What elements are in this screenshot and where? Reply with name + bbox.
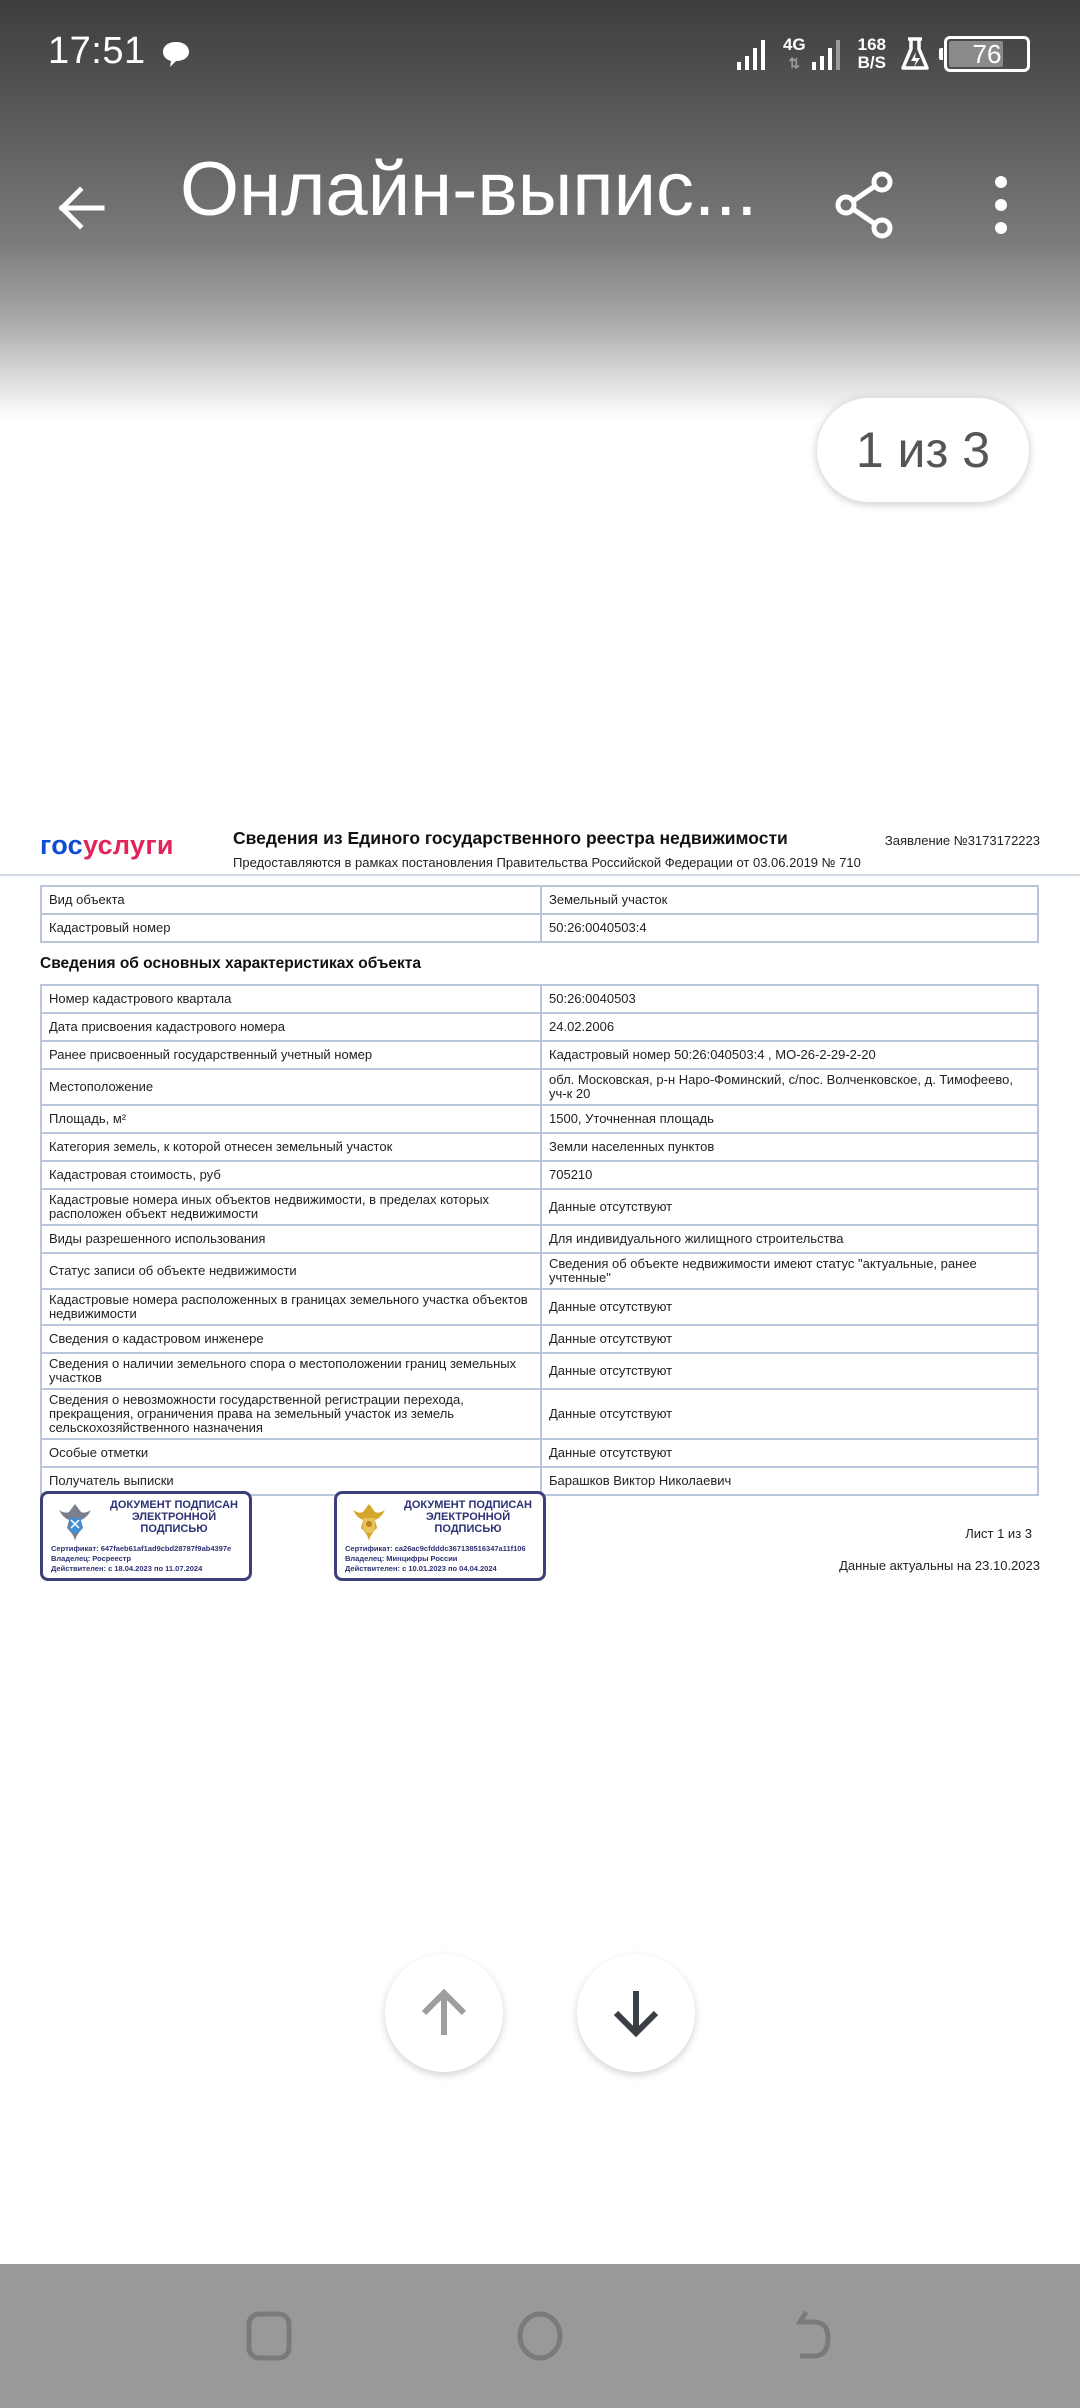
row-key: Категория земель, к которой отнесен земельный участок: [41, 1133, 541, 1161]
row-value: Для индивидуального жилищного строительства: [541, 1225, 1038, 1253]
row-key: Сведения о невозможности государственной регистрации перехода, прекращения, ограничения права на земельный участок из земель сельскохозяйственного назначения: [41, 1389, 541, 1439]
table-row: [41, 1353, 1038, 1389]
row-value: 50:26:0040503:4: [541, 914, 1038, 942]
signal-icon: [735, 36, 769, 72]
actual-date: Данные актуальны на 23.10.2023: [839, 1558, 1040, 1573]
document-page: [0, 820, 1080, 1573]
coat-of-arms-icon: [349, 1500, 389, 1544]
section-title: Сведения об основных характеристиках объекта: [40, 955, 422, 972]
row-key: Ранее присвоенный государственный учетный номер: [41, 1041, 541, 1069]
more-vertical-icon[interactable]: [978, 170, 1024, 240]
characteristics-table: [40, 984, 1039, 1496]
rosreestr-emblem-icon: [55, 1500, 95, 1544]
previous-page-button[interactable]: [385, 1954, 503, 2072]
stamp-valid: Действителен: с 18.04.2023 по 11.07.2024: [51, 1564, 203, 1573]
next-page-button[interactable]: [577, 1954, 695, 2072]
row-key: Местоположение: [41, 1069, 541, 1105]
gosuslugi-logo: госуслуги: [40, 830, 174, 860]
row-key: Сведения о наличии земельного спора о местоположении границ земельных участков: [41, 1353, 541, 1389]
row-value: Земельный участок: [541, 886, 1038, 914]
table-row: [41, 1133, 1038, 1161]
document-header: [0, 820, 1080, 875]
table-row: [41, 1105, 1038, 1133]
row-key: Получатель выписки: [41, 1467, 541, 1495]
row-value: 705210: [541, 1161, 1038, 1189]
table-row: [41, 985, 1038, 1013]
row-value: Данные отсутствуют: [541, 1353, 1038, 1389]
row-key: Вид объекта: [41, 886, 541, 914]
table-row: [41, 1013, 1038, 1041]
table-row: [41, 886, 1038, 914]
sheet-number: Лист 1 из 3: [965, 1526, 1032, 1541]
row-key: Кадастровые номера расположенных в границах земельного участка объектов недвижимости: [41, 1289, 541, 1325]
stamp-certificate: Сертификат: 647faeb61af1ad9cbd28787f9ab4397e: [51, 1544, 232, 1553]
row-value: 50:26:0040503: [541, 985, 1038, 1013]
table-row: [41, 1161, 1038, 1189]
stamp-owner: Владелец: Росреестр: [51, 1554, 132, 1563]
status-time: 17:51: [48, 30, 146, 72]
signal-4g-icon: 4G ⇅: [782, 35, 806, 71]
table-row: [41, 1069, 1038, 1105]
row-key: Сведения о кадастровом инженере: [41, 1325, 541, 1353]
signal-2-icon: [810, 36, 844, 72]
stamp-certificate: Сертификат: ca26ac9cfdddc367138516347a11f106: [345, 1544, 526, 1553]
message-icon: [160, 38, 192, 70]
app-bar: [0, 140, 1080, 270]
document-title: Сведения из Единого государственного реестра недвижимости: [233, 828, 788, 848]
share-icon[interactable]: [832, 170, 898, 240]
table-row: [41, 1225, 1038, 1253]
status-bar: [0, 0, 1080, 110]
row-key: Особые отметки: [41, 1439, 541, 1467]
row-value: Данные отсутствуют: [541, 1389, 1038, 1439]
table-row: [41, 1253, 1038, 1289]
page-indicator: 1 из 3: [816, 397, 1030, 503]
row-value: 1500, Уточненная площадь: [541, 1105, 1038, 1133]
object-table: [40, 885, 1039, 943]
signature-stamp: ДОКУМЕНТ ПОДПИСАН ЭЛЕКТРОННОЙ ПОДПИСЬЮ Сертификат: ca26ac9cfdddc367138516347a11f106 Владелец: Минцифры России Действителен: с 10.01.2023 по 04.04.2024: [334, 1491, 546, 1581]
back-icon[interactable]: [780, 2304, 844, 2368]
row-value: Кадастровый номер 50:26:040503:4 , МО-26-2-29-2-20: [541, 1041, 1038, 1069]
table-row: [41, 1389, 1038, 1439]
table-row: [41, 1289, 1038, 1325]
network-speed: 168 B/S: [857, 35, 886, 72]
row-value: Земли населенных пунктов: [541, 1133, 1038, 1161]
row-value: Данные отсутствуют: [541, 1289, 1038, 1325]
status-icons: [735, 32, 1030, 76]
arrow-up-icon: [414, 1983, 474, 2043]
stamp-valid: Действителен: с 10.01.2023 по 04.04.2024: [345, 1564, 497, 1573]
table-row: [41, 1189, 1038, 1225]
stamp-owner: Владелец: Минцифры России: [345, 1554, 458, 1563]
row-value: 24.02.2006: [541, 1013, 1038, 1041]
home-icon[interactable]: [508, 2304, 572, 2368]
row-key: Площадь, м²: [41, 1105, 541, 1133]
row-key: Дата присвоения кадастрового номера: [41, 1013, 541, 1041]
battery-icon: 76: [944, 36, 1030, 72]
table-row: [41, 1325, 1038, 1353]
row-value: обл. Московская, р-н Наро-Фоминский, с/пос. Волченковское, д. Тимофеево, уч-к 20: [541, 1069, 1038, 1105]
row-value: Данные отсутствуют: [541, 1439, 1038, 1467]
header-divider: [0, 874, 1080, 876]
row-value: Барашков Виктор Николаевич: [541, 1467, 1038, 1495]
arrow-left-icon[interactable]: [52, 178, 112, 238]
row-key: Статус записи об объекте недвижимости: [41, 1253, 541, 1289]
table-row: [41, 914, 1038, 942]
page-title: Онлайн-выпис...: [180, 147, 758, 232]
row-value: Сведения об объекте недвижимости имеют статус "актуальные, ранее учтенные": [541, 1253, 1038, 1289]
battery-saver-icon: [900, 36, 930, 72]
table-row: [41, 1439, 1038, 1467]
row-value: Данные отсутствуют: [541, 1325, 1038, 1353]
row-value: Данные отсутствуют: [541, 1189, 1038, 1225]
table-row: [41, 1041, 1038, 1069]
row-key: Кадастровый номер: [41, 914, 541, 942]
recents-icon[interactable]: [237, 2304, 301, 2368]
row-key: Кадастровая стоимость, руб: [41, 1161, 541, 1189]
row-key: Виды разрешенного использования: [41, 1225, 541, 1253]
arrow-down-icon: [606, 1983, 666, 2043]
row-key: Кадастровые номера иных объектов недвижимости, в пределах которых расположен объект недвижимости: [41, 1189, 541, 1225]
system-navigation-bar: [0, 2264, 1080, 2408]
row-key: Номер кадастрового квартала: [41, 985, 541, 1013]
application-number: Заявление №3173172223: [884, 833, 1040, 848]
signature-stamp: ДОКУМЕНТ ПОДПИСАН ЭЛЕКТРОННОЙ ПОДПИСЬЮ Сертификат: 647faeb61af1ad9cbd28787f9ab4397e Владелец: Росреестр Действителен: с 18.04.2023 по 11.07.2024: [40, 1491, 252, 1581]
document-subtitle: Предоставляются в рамках постановления Правительства Российской Федерации от 03.06.2019 № 710: [233, 855, 861, 870]
